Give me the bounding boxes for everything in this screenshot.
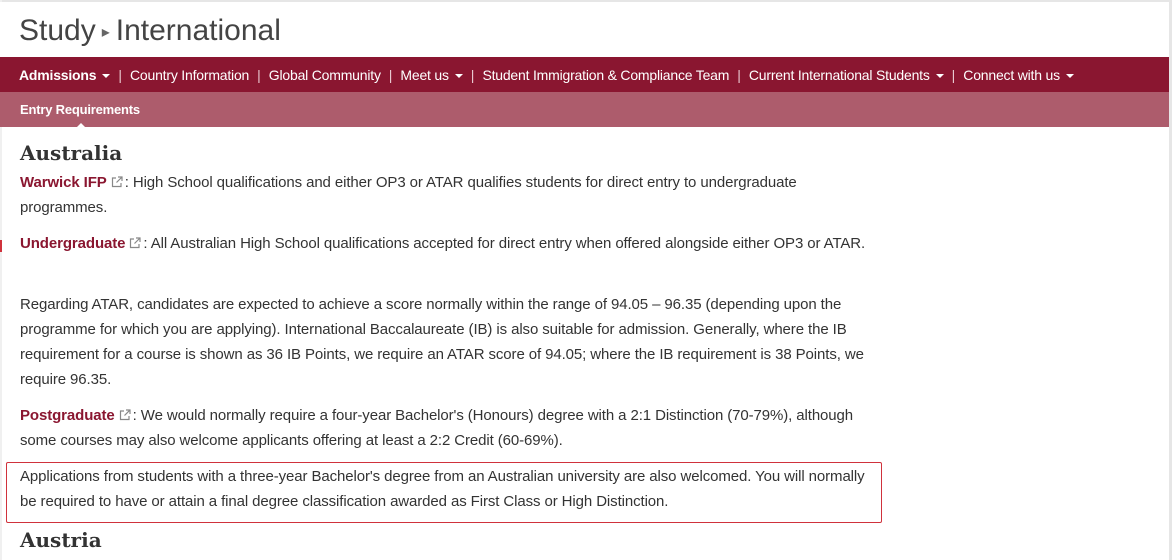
nav-current-students[interactable] xyxy=(749,67,944,83)
nav-divider: | xyxy=(118,66,122,83)
nav-global-community-label: Global Community xyxy=(268,66,381,83)
nav-current-students-label: Current International Students xyxy=(748,66,930,83)
nav-divider: | xyxy=(951,66,956,83)
edge-marker xyxy=(0,240,2,252)
nav-global-community[interactable] xyxy=(269,67,381,83)
nav-immigration-compliance[interactable] xyxy=(482,67,729,83)
nav-admissions-label: Admissions xyxy=(19,66,97,83)
breadcrumb-current: International xyxy=(115,14,281,47)
external-link-icon xyxy=(119,409,131,421)
nav-country-information[interactable] xyxy=(130,67,249,83)
paragraph-warwick-ifp xyxy=(20,170,870,220)
nav-divider: | xyxy=(257,66,261,83)
postgraduate-link[interactable]: Postgraduate xyxy=(20,407,115,424)
paragraph-atar: Regarding ATAR, candidates are expected to achieve a score normally within the range of 94.05 – 96.35 (depending upon the programme for which you are applying). International Baccalaureate (IB) is also suitable for admission. Generally, where the IB requirement for a course is shown as 36 IB Points, we require an ATAR score of 94.05; where the IB requirement is 38 Points, we require 96.35. xyxy=(20,296,864,388)
paragraph-postgraduate xyxy=(20,403,870,453)
heading-australia: Australia xyxy=(20,141,123,165)
undergraduate-text: : All Australian High School qualifications accepted for direct entry when offered alongside either OP3 or ATAR. xyxy=(143,235,866,252)
nav-connect-with-us[interactable] xyxy=(963,67,1074,83)
postgraduate-text: : We would normally require a four-year Bachelor's (Honours) degree with a 2:1 Distinction (70-79%), although some courses may also welcome applicants offering at least a 2:2 Credit (60-69%). xyxy=(20,407,854,449)
nav-country-information-label: Country Information xyxy=(130,66,250,83)
warwick-ifp-text: : High School qualifications and either OP3 or ATAR qualifies students for direct entry to undergraduate programmes. xyxy=(20,174,797,216)
undergraduate-link[interactable]: Undergraduate xyxy=(20,235,126,252)
nav-divider: | xyxy=(737,66,741,83)
nav-immigration-compliance-label: Student Immigration & Compliance Team xyxy=(482,66,730,83)
site-header xyxy=(0,2,1169,57)
chevron-down-icon xyxy=(455,74,463,78)
nav-connect-with-us-label: Connect with us xyxy=(963,66,1060,83)
breadcrumb-parent[interactable]: Study xyxy=(19,14,96,47)
paragraph-undergraduate xyxy=(20,231,870,256)
external-link-icon xyxy=(111,176,123,188)
primary-navigation xyxy=(0,57,1169,92)
page-title xyxy=(19,12,281,55)
active-indicator-icon xyxy=(76,123,86,128)
chevron-down-icon xyxy=(1066,74,1074,78)
heading-austria: Austria xyxy=(20,528,102,552)
breadcrumb-separator-icon: ▸ xyxy=(101,24,110,41)
chevron-down-icon xyxy=(936,74,944,78)
nav-meet-us-label: Meet us xyxy=(400,66,449,83)
nav-meet-us[interactable] xyxy=(400,67,462,83)
external-link-icon xyxy=(129,237,141,249)
paragraph-three-year-bachelor: Applications from students with a three-year Bachelor's degree from an Australian university are also welcomed. You will normally be required to have or attain a final degree classification awarded as First Class or High Distinction. xyxy=(20,468,865,510)
chevron-down-icon xyxy=(102,74,110,78)
warwick-ifp-link[interactable]: Warwick IFP xyxy=(20,174,107,191)
nav-admissions[interactable] xyxy=(19,67,110,83)
nav-divider: | xyxy=(470,66,475,83)
subnav-entry-requirements[interactable]: Entry Requirements xyxy=(20,102,140,117)
secondary-navigation xyxy=(0,92,1169,127)
nav-divider: | xyxy=(388,66,393,83)
